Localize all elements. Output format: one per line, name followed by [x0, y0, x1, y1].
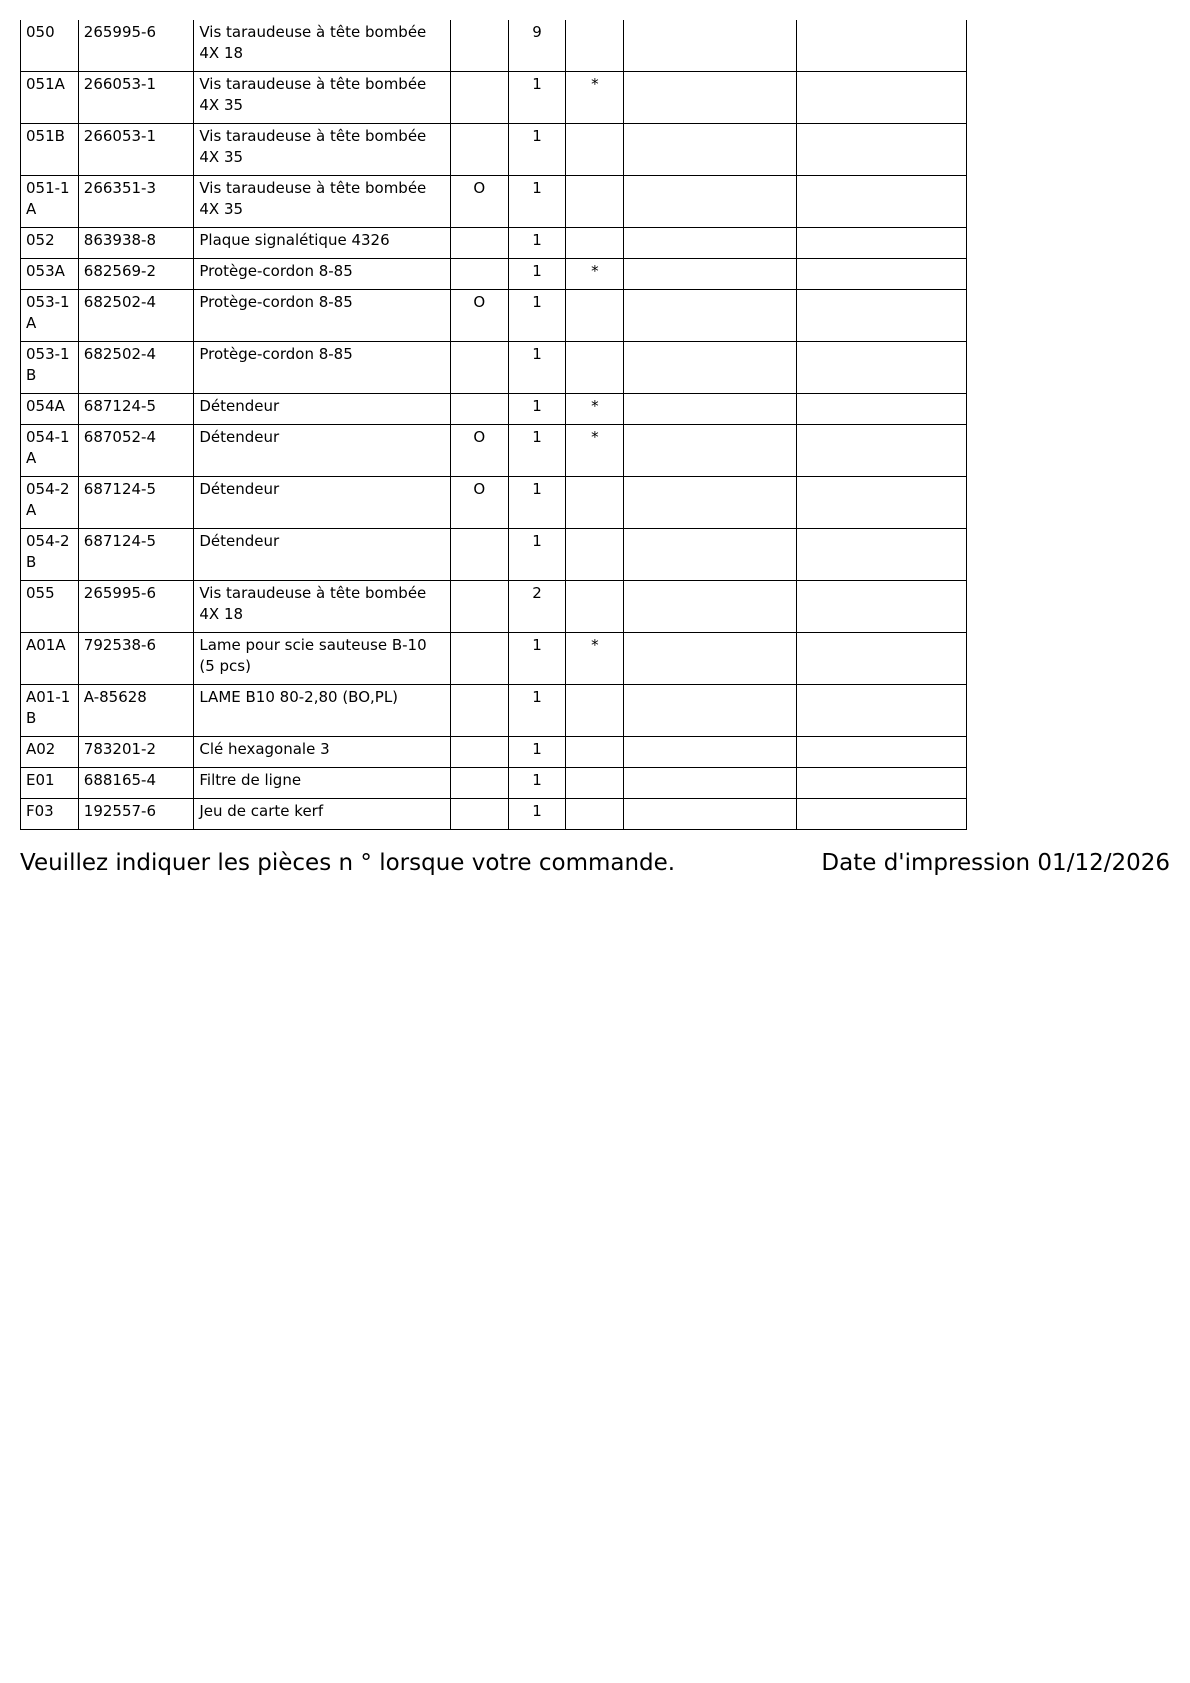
description-cell: Vis taraudeuse à tête bombée 4X 18 — [194, 581, 451, 633]
parts-table — [20, 20, 967, 830]
table-row — [21, 228, 967, 259]
part-number-cell: 682502-4 — [78, 342, 194, 394]
order-instruction: Veuillez indiquer les pièces n ° lorsque votre commande. — [20, 850, 676, 876]
description-cell: Vis taraudeuse à tête bombée 4X 35 — [194, 124, 451, 176]
blank-cell — [624, 633, 796, 685]
option-cell — [450, 259, 508, 290]
option-cell — [450, 737, 508, 768]
part-number-cell: 688165-4 — [78, 768, 194, 799]
quantity-cell: 1 — [508, 72, 566, 124]
blank-cell — [796, 768, 966, 799]
blank-cell — [624, 768, 796, 799]
part-number-cell: 265995-6 — [78, 581, 194, 633]
blank-cell — [624, 72, 796, 124]
blank-cell — [624, 737, 796, 768]
option-cell — [450, 768, 508, 799]
part-number-cell: 266053-1 — [78, 72, 194, 124]
table-row — [21, 290, 967, 342]
quantity-cell: 1 — [508, 768, 566, 799]
table-row — [21, 737, 967, 768]
item-number-cell: 054-2 A — [21, 477, 79, 529]
part-number-cell: 192557-6 — [78, 799, 194, 830]
blank-cell — [624, 290, 796, 342]
blank-cell — [624, 477, 796, 529]
description-cell: Protège-cordon 8-85 — [194, 342, 451, 394]
table-row — [21, 633, 967, 685]
option-cell — [450, 529, 508, 581]
blank-cell — [796, 425, 966, 477]
item-number-cell: F03 — [21, 799, 79, 830]
quantity-cell: 1 — [508, 633, 566, 685]
blank-cell — [796, 477, 966, 529]
blank-cell — [624, 799, 796, 830]
part-number-cell: 783201-2 — [78, 737, 194, 768]
item-number-cell: 054-2 B — [21, 529, 79, 581]
option-cell — [450, 342, 508, 394]
blank-cell — [796, 342, 966, 394]
blank-cell — [796, 633, 966, 685]
mark-cell — [566, 477, 624, 529]
option-cell: O — [450, 425, 508, 477]
mark-cell: * — [566, 425, 624, 477]
item-number-cell: A02 — [21, 737, 79, 768]
blank-cell — [796, 685, 966, 737]
blank-cell — [796, 259, 966, 290]
blank-cell — [796, 581, 966, 633]
blank-cell — [624, 259, 796, 290]
blank-cell — [624, 176, 796, 228]
part-number-cell: A-85628 — [78, 685, 194, 737]
description-cell: Détendeur — [194, 425, 451, 477]
blank-cell — [796, 290, 966, 342]
table-row — [21, 176, 967, 228]
option-cell — [450, 394, 508, 425]
description-cell: Détendeur — [194, 477, 451, 529]
mark-cell — [566, 228, 624, 259]
part-number-cell: 687052-4 — [78, 425, 194, 477]
description-cell: Jeu de carte kerf — [194, 799, 451, 830]
description-cell: Détendeur — [194, 394, 451, 425]
part-number-cell: 682502-4 — [78, 290, 194, 342]
part-number-cell: 792538-6 — [78, 633, 194, 685]
quantity-cell: 1 — [508, 685, 566, 737]
quantity-cell: 1 — [508, 737, 566, 768]
option-cell: O — [450, 477, 508, 529]
item-number-cell: 053A — [21, 259, 79, 290]
quantity-cell: 9 — [508, 20, 566, 72]
part-number-cell: 682569-2 — [78, 259, 194, 290]
part-number-cell: 687124-5 — [78, 529, 194, 581]
mark-cell: * — [566, 633, 624, 685]
item-number-cell: 050 — [21, 20, 79, 72]
quantity-cell: 1 — [508, 176, 566, 228]
table-row — [21, 529, 967, 581]
blank-cell — [624, 685, 796, 737]
mark-cell — [566, 176, 624, 228]
part-number-cell: 687124-5 — [78, 394, 194, 425]
blank-cell — [624, 124, 796, 176]
table-row — [21, 20, 967, 72]
table-row — [21, 394, 967, 425]
blank-cell — [624, 581, 796, 633]
quantity-cell: 1 — [508, 342, 566, 394]
option-cell: O — [450, 290, 508, 342]
quantity-cell: 1 — [508, 799, 566, 830]
print-date: Date d'impression 01/12/2026 — [821, 850, 1170, 876]
quantity-cell: 1 — [508, 290, 566, 342]
blank-cell — [796, 72, 966, 124]
mark-cell — [566, 799, 624, 830]
table-row — [21, 72, 967, 124]
table-row — [21, 685, 967, 737]
description-cell: Plaque signalétique 4326 — [194, 228, 451, 259]
item-number-cell: 055 — [21, 581, 79, 633]
item-number-cell: 051B — [21, 124, 79, 176]
blank-cell — [624, 342, 796, 394]
blank-cell — [796, 799, 966, 830]
description-cell: Protège-cordon 8-85 — [194, 290, 451, 342]
blank-cell — [624, 529, 796, 581]
mark-cell — [566, 342, 624, 394]
description-cell: Vis taraudeuse à tête bombée 4X 35 — [194, 72, 451, 124]
mark-cell — [566, 20, 624, 72]
quantity-cell: 1 — [508, 124, 566, 176]
blank-cell — [796, 124, 966, 176]
blank-cell — [624, 20, 796, 72]
mark-cell — [566, 124, 624, 176]
item-number-cell: 053-1 B — [21, 342, 79, 394]
item-number-cell: 053-1 A — [21, 290, 79, 342]
blank-cell — [796, 228, 966, 259]
item-number-cell: A01A — [21, 633, 79, 685]
option-cell — [450, 685, 508, 737]
table-row — [21, 477, 967, 529]
blank-cell — [624, 394, 796, 425]
option-cell — [450, 20, 508, 72]
quantity-cell: 1 — [508, 259, 566, 290]
item-number-cell: 052 — [21, 228, 79, 259]
mark-cell — [566, 737, 624, 768]
option-cell — [450, 799, 508, 830]
description-cell: Vis taraudeuse à tête bombée 4X 35 — [194, 176, 451, 228]
quantity-cell: 2 — [508, 581, 566, 633]
option-cell: O — [450, 176, 508, 228]
mark-cell — [566, 529, 624, 581]
blank-cell — [796, 394, 966, 425]
quantity-cell: 1 — [508, 425, 566, 477]
mark-cell — [566, 290, 624, 342]
option-cell — [450, 72, 508, 124]
mark-cell: * — [566, 72, 624, 124]
item-number-cell: E01 — [21, 768, 79, 799]
table-row — [21, 259, 967, 290]
mark-cell — [566, 768, 624, 799]
quantity-cell: 1 — [508, 394, 566, 425]
description-cell: Lame pour scie sauteuse B-10 (5 pcs) — [194, 633, 451, 685]
description-cell: Protège-cordon 8-85 — [194, 259, 451, 290]
blank-cell — [624, 425, 796, 477]
description-cell: Vis taraudeuse à tête bombée 4X 18 — [194, 20, 451, 72]
description-cell: LAME B10 80-2,80 (BO,PL) — [194, 685, 451, 737]
description-cell: Détendeur — [194, 529, 451, 581]
mark-cell: * — [566, 394, 624, 425]
blank-cell — [796, 529, 966, 581]
quantity-cell: 1 — [508, 477, 566, 529]
table-row — [21, 768, 967, 799]
part-number-cell: 266351-3 — [78, 176, 194, 228]
description-cell: Filtre de ligne — [194, 768, 451, 799]
option-cell — [450, 228, 508, 259]
table-row — [21, 799, 967, 830]
table-row — [21, 124, 967, 176]
blank-cell — [796, 20, 966, 72]
table-row — [21, 342, 967, 394]
table-row — [21, 425, 967, 477]
quantity-cell: 1 — [508, 228, 566, 259]
item-number-cell: 051-1 A — [21, 176, 79, 228]
blank-cell — [624, 228, 796, 259]
item-number-cell: 054-1 A — [21, 425, 79, 477]
item-number-cell: 054A — [21, 394, 79, 425]
blank-cell — [796, 176, 966, 228]
part-number-cell: 266053-1 — [78, 124, 194, 176]
option-cell — [450, 633, 508, 685]
option-cell — [450, 581, 508, 633]
part-number-cell: 687124-5 — [78, 477, 194, 529]
option-cell — [450, 124, 508, 176]
parts-table-body — [21, 20, 967, 830]
part-number-cell: 863938-8 — [78, 228, 194, 259]
item-number-cell: A01-1 B — [21, 685, 79, 737]
part-number-cell: 265995-6 — [78, 20, 194, 72]
mark-cell: * — [566, 259, 624, 290]
mark-cell — [566, 581, 624, 633]
item-number-cell: 051A — [21, 72, 79, 124]
mark-cell — [566, 685, 624, 737]
table-row — [21, 581, 967, 633]
description-cell: Clé hexagonale 3 — [194, 737, 451, 768]
quantity-cell: 1 — [508, 529, 566, 581]
blank-cell — [796, 737, 966, 768]
